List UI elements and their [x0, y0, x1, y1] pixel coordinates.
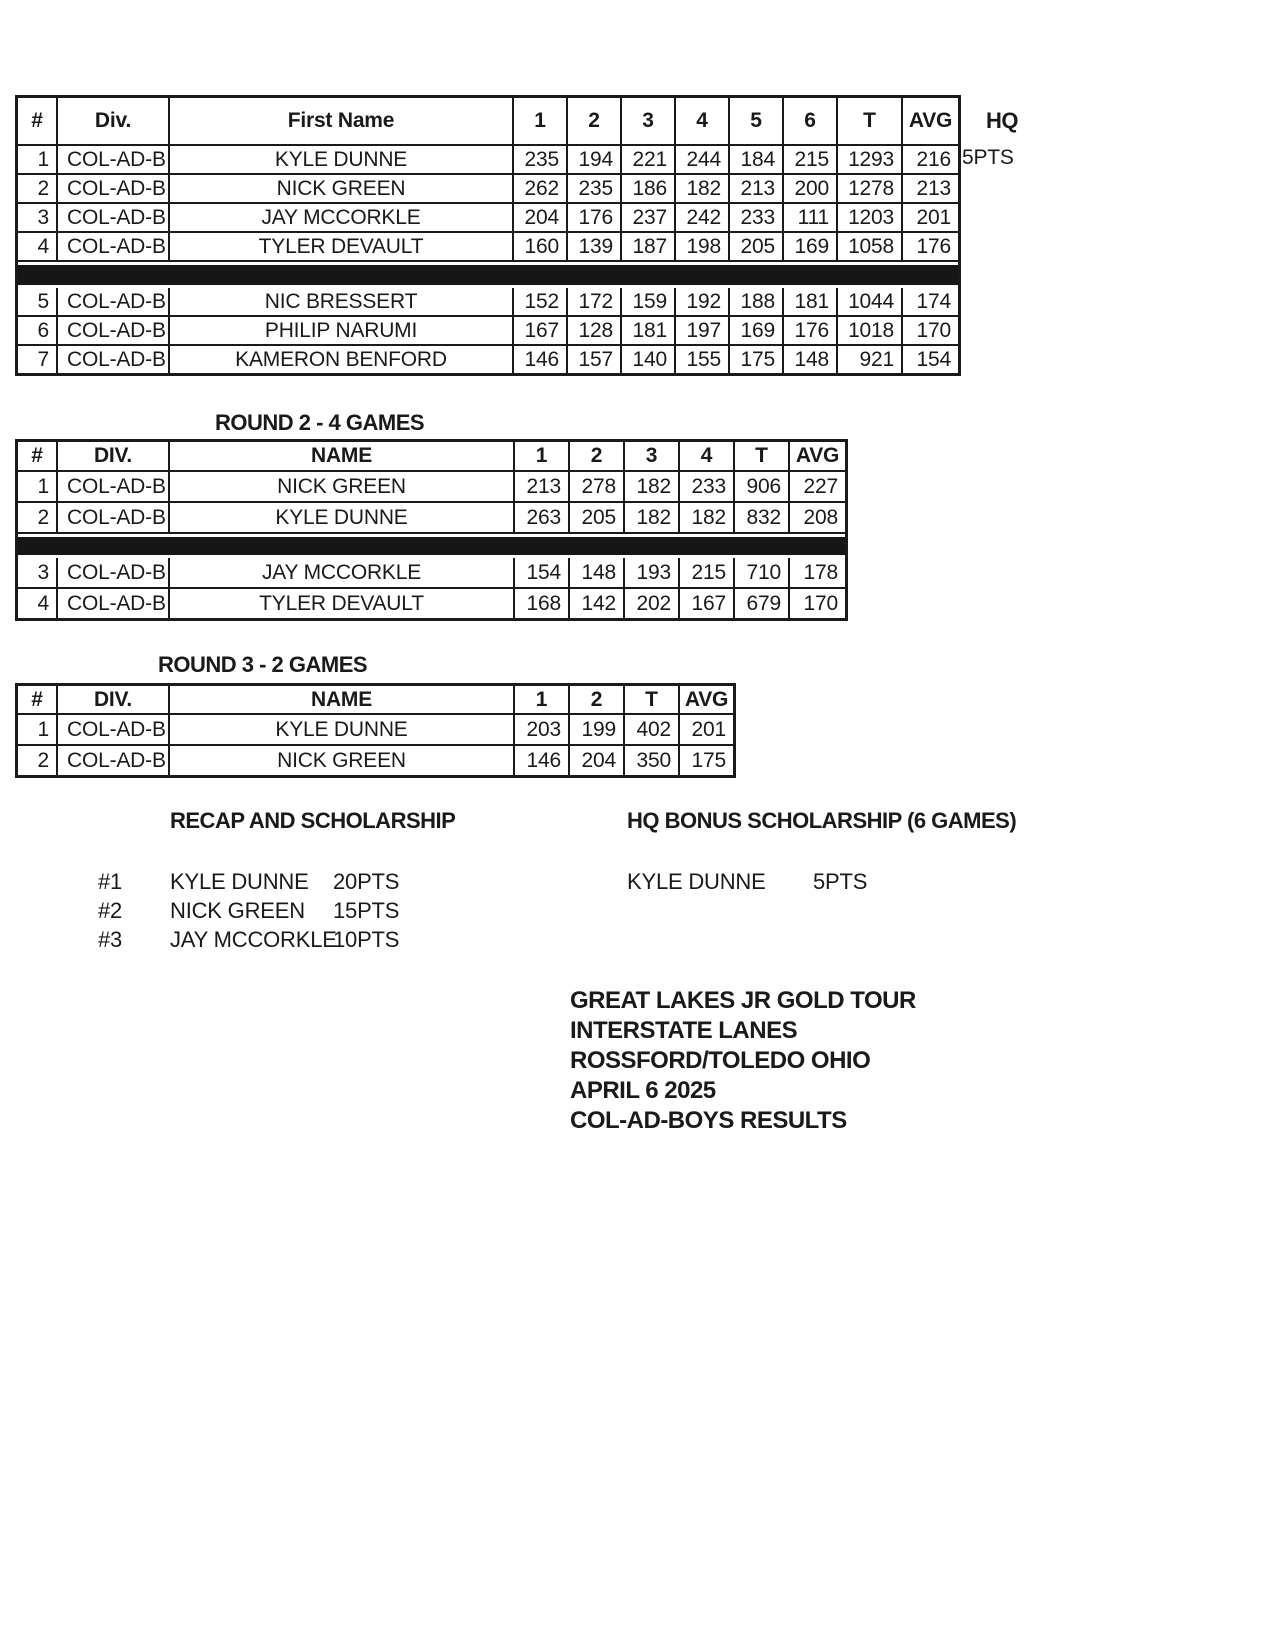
table-cell: 198: [676, 233, 730, 260]
table-cell: 2: [18, 503, 58, 532]
header-cell: 3: [625, 442, 680, 470]
table-cell: 182: [625, 503, 680, 532]
table-cell: 1: [18, 472, 58, 501]
header-cell: 1: [514, 98, 568, 144]
table-cell: COL-AD-B: [58, 503, 170, 532]
hq-column-header: HQ: [986, 108, 1018, 133]
recap-row: [0, 898, 1275, 924]
table-cell: 202: [625, 589, 680, 618]
header-cell: 4: [680, 442, 735, 470]
table-cell: 679: [735, 589, 790, 618]
table-cell: 1203: [838, 204, 903, 231]
table-cell: 1: [18, 715, 58, 744]
hq-bonus-title: HQ BONUS SCHOLARSHIP (6 GAMES): [627, 808, 1017, 833]
hq-bonus-player-name: KYLE DUNNE: [627, 869, 766, 894]
table-row: [18, 589, 845, 618]
table-cell: 140: [622, 346, 676, 373]
table-cell: 213: [730, 175, 784, 202]
table-cell: NIC BRESSERT: [170, 288, 514, 315]
table-cell: 5: [18, 288, 58, 315]
header-cell: AVG: [684, 687, 729, 711]
table-row: [18, 746, 733, 775]
round2-title: ROUND 2 - 4 GAMES: [215, 410, 425, 435]
header-cell: NAME: [170, 442, 515, 470]
table-cell: 197: [676, 317, 730, 344]
table-cell: COL-AD-B: [58, 175, 170, 202]
table-cell: 263: [515, 503, 570, 532]
table-header-row: [18, 98, 958, 146]
table-cell: 2: [18, 175, 58, 202]
table-header-row: [18, 442, 845, 472]
table-cell: 193: [625, 558, 680, 587]
header-cell: NAME: [170, 686, 515, 713]
table-cell: COL-AD-B: [58, 288, 170, 315]
table-cell: PHILIP NARUMI: [170, 317, 514, 344]
header-cell: #: [18, 686, 58, 713]
table-cell: 213: [916, 176, 951, 200]
header-cell: AVG: [908, 109, 953, 132]
table-cell: 235: [514, 146, 568, 173]
header-cell: 6: [784, 98, 838, 144]
recap-title: RECAP AND SCHOLARSHIP: [170, 808, 456, 833]
table-cell: 168: [515, 589, 570, 618]
table-row: [18, 288, 958, 317]
table-cell: 186: [622, 175, 676, 202]
table-cell: 233: [680, 472, 735, 501]
table-cell: 203: [515, 715, 570, 744]
round3-title: ROUND 3 - 2 GAMES: [158, 652, 368, 677]
table-cell: NICK GREEN: [170, 746, 515, 775]
table-cell: NICK GREEN: [170, 472, 515, 501]
table-cell: 1058: [838, 233, 903, 260]
table-cell: 402: [625, 715, 680, 744]
table-cell: 4: [18, 589, 58, 618]
table-cell: 242: [676, 204, 730, 231]
table-cell: 278: [570, 472, 625, 501]
table-cell: KAMERON BENFORD: [170, 346, 514, 373]
table-cell: 205: [730, 233, 784, 260]
table-row: [18, 175, 958, 204]
header-cell: First Name: [170, 98, 514, 144]
table-cell: TYLER DEVAULT: [170, 233, 514, 260]
table-cell: 216: [916, 147, 951, 171]
table-cell: 213: [515, 472, 570, 501]
header-cell: T: [625, 686, 680, 713]
table-cell: KYLE DUNNE: [170, 715, 515, 744]
table-cell: 227: [803, 474, 838, 498]
header-cell: 5: [730, 98, 784, 144]
table-cell: 178: [803, 560, 838, 584]
table-cell: 174: [916, 289, 951, 313]
table-cell: 192: [676, 288, 730, 315]
table-cell: 208: [803, 505, 838, 529]
table-cell: 1044: [838, 288, 903, 315]
table-cell: 155: [676, 346, 730, 373]
table-cell: 350: [625, 746, 680, 775]
table-cell: 906: [735, 472, 790, 501]
table-row: [18, 233, 958, 262]
table-cell: JAY MCCORKLE: [170, 558, 515, 587]
table-cell: COL-AD-B: [58, 715, 170, 744]
header-cell: DIV.: [58, 442, 170, 470]
table-cell: 154: [515, 558, 570, 587]
table-cell: 176: [784, 317, 838, 344]
table-cell: COL-AD-B: [58, 317, 170, 344]
table-cell: COL-AD-B: [58, 346, 170, 373]
table-row: [18, 558, 845, 589]
table-cell: 182: [676, 175, 730, 202]
table-cell: NICK GREEN: [170, 175, 514, 202]
event-venue: INTERSTATE LANES: [570, 1017, 798, 1044]
table-row: [18, 317, 958, 346]
header-cell: Div.: [58, 98, 170, 144]
table-cell: 142: [570, 589, 625, 618]
table-cell: COL-AD-B: [58, 589, 170, 618]
table-cell: 204: [514, 204, 568, 231]
table-cell: 201: [916, 205, 951, 229]
hq-points-value: 5PTS: [962, 146, 1014, 169]
table-cell: 175: [730, 346, 784, 373]
table-cell: 1: [18, 146, 58, 173]
recap-row: [0, 869, 1275, 895]
table-cell: 200: [784, 175, 838, 202]
table-cell: 170: [916, 318, 951, 342]
event-tour-name: GREAT LAKES JR GOLD TOUR: [570, 987, 916, 1014]
table-cell: 3: [18, 558, 58, 587]
recap-rank: #3: [98, 927, 123, 952]
table-cell: 832: [735, 503, 790, 532]
recap-player-name: NICK GREEN: [170, 898, 305, 923]
table-row: [18, 204, 958, 233]
header-cell: 4: [676, 98, 730, 144]
table-cell: 2: [18, 746, 58, 775]
black-divider-band: [18, 262, 958, 288]
table-cell: 181: [784, 288, 838, 315]
recap-player-name: JAY MCCORKLE: [170, 927, 337, 952]
table-cell: TYLER DEVAULT: [170, 589, 515, 618]
header-cell: DIV.: [58, 686, 170, 713]
table-cell: 4: [18, 233, 58, 260]
table-row: [18, 346, 958, 373]
recap-player-name: KYLE DUNNE: [170, 869, 309, 894]
table-cell: 921: [838, 346, 903, 373]
table-cell: 157: [568, 346, 622, 373]
table-cell: 148: [784, 346, 838, 373]
table-cell: 167: [514, 317, 568, 344]
table-cell: 1018: [838, 317, 903, 344]
table-cell: 139: [568, 233, 622, 260]
table-cell: JAY MCCORKLE: [170, 204, 514, 231]
table-cell: 184: [730, 146, 784, 173]
table-cell: COL-AD-B: [58, 558, 170, 587]
table-cell: 1293: [838, 146, 903, 173]
header-cell: AVG: [795, 444, 840, 467]
recap-points: 20PTS: [333, 869, 400, 894]
recap-points: 10PTS: [333, 927, 400, 952]
table-cell: 146: [515, 746, 570, 775]
table-cell: 170: [803, 591, 838, 615]
table-cell: 169: [730, 317, 784, 344]
recap-rank: #1: [98, 869, 123, 894]
table-cell: 146: [514, 346, 568, 373]
event-location: ROSSFORD/TOLEDO OHIO: [570, 1047, 871, 1074]
table-cell: COL-AD-B: [58, 233, 170, 260]
table-cell: COL-AD-B: [58, 472, 170, 501]
table-cell: 235: [568, 175, 622, 202]
event-date: APRIL 6 2025: [570, 1077, 716, 1104]
table-cell: 167: [680, 589, 735, 618]
table-cell: 181: [622, 317, 676, 344]
table-cell: 6: [18, 317, 58, 344]
table-cell: 244: [676, 146, 730, 173]
black-divider-band: [18, 534, 845, 558]
table-cell: 128: [568, 317, 622, 344]
header-cell: #: [18, 442, 58, 470]
table-cell: COL-AD-B: [58, 746, 170, 775]
table-cell: 172: [568, 288, 622, 315]
recap-row: [0, 927, 1275, 953]
table-cell: KYLE DUNNE: [170, 503, 515, 532]
table-cell: 194: [568, 146, 622, 173]
table-cell: 176: [568, 204, 622, 231]
table-cell: 199: [570, 715, 625, 744]
header-cell: 3: [622, 98, 676, 144]
table-cell: 204: [570, 746, 625, 775]
header-cell: 2: [570, 442, 625, 470]
table-cell: COL-AD-B: [58, 146, 170, 173]
table-cell: 221: [622, 146, 676, 173]
table-cell: 169: [784, 233, 838, 260]
table-cell: 215: [784, 146, 838, 173]
table-cell: 187: [622, 233, 676, 260]
header-cell: 2: [568, 98, 622, 144]
table-cell: 176: [916, 234, 951, 258]
table-cell: 710: [735, 558, 790, 587]
table-cell: 111: [784, 204, 838, 231]
event-division-results: COL-AD-BOYS RESULTS: [570, 1107, 847, 1134]
table-cell: COL-AD-B: [58, 204, 170, 231]
table-cell: 160: [514, 233, 568, 260]
event-info-block: [570, 986, 916, 1136]
table-cell: 152: [514, 288, 568, 315]
table-cell: 3: [18, 204, 58, 231]
recap-rank: #2: [98, 898, 123, 923]
header-cell: #: [18, 98, 58, 144]
table-row: [18, 472, 845, 503]
table-cell: 262: [514, 175, 568, 202]
hq-bonus-points: 5PTS: [813, 869, 868, 894]
table-cell: 7: [18, 346, 58, 373]
table-header-row: [18, 686, 733, 715]
table-cell: 159: [622, 288, 676, 315]
header-cell: T: [735, 442, 790, 470]
header-cell: 1: [515, 442, 570, 470]
table-cell: 201: [691, 717, 726, 741]
table-row: [18, 503, 845, 534]
table-cell: 148: [570, 558, 625, 587]
table-cell: 205: [570, 503, 625, 532]
table-cell: 182: [680, 503, 735, 532]
round2-results-table: [15, 439, 848, 621]
round3-results-table: [15, 683, 736, 778]
table-cell: 175: [691, 748, 726, 772]
table-cell: 182: [625, 472, 680, 501]
header-cell: 2: [570, 686, 625, 713]
table-cell: 1278: [838, 175, 903, 202]
table-cell: 188: [730, 288, 784, 315]
table-cell: 154: [916, 347, 951, 371]
header-cell: T: [838, 98, 903, 144]
table-row: [18, 146, 958, 175]
table-cell: 215: [680, 558, 735, 587]
table-cell: 233: [730, 204, 784, 231]
table-row: [18, 715, 733, 746]
table-cell: 237: [622, 204, 676, 231]
round1-results-table: [15, 95, 961, 376]
recap-points: 15PTS: [333, 898, 400, 923]
header-cell: 1: [515, 686, 570, 713]
table-cell: KYLE DUNNE: [170, 146, 514, 173]
